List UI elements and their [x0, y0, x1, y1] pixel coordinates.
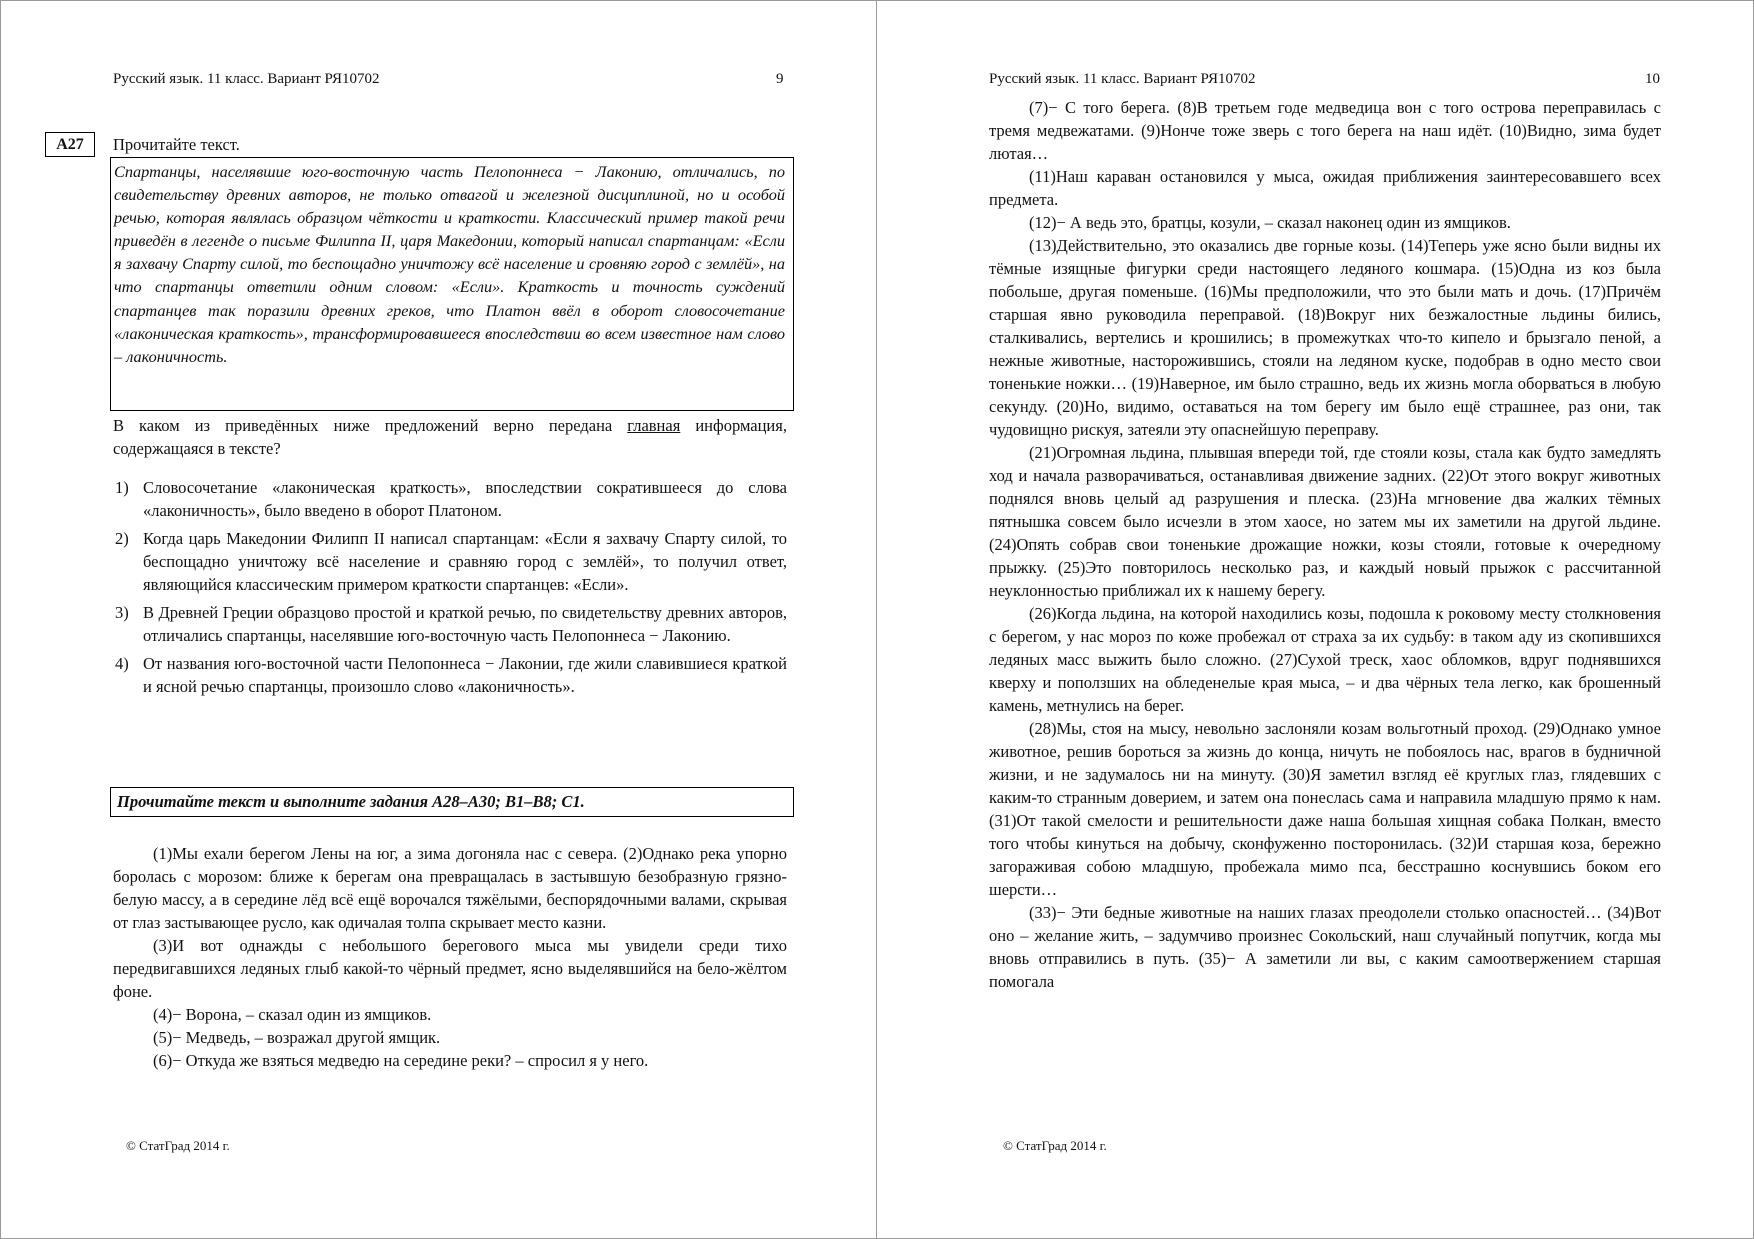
footer-copyright: © СтатГрад 2014 г.: [1003, 1138, 1107, 1153]
question-after: информация, содержащаяся в тексте?: [113, 416, 787, 458]
passage-left: [113, 842, 787, 1072]
paragraph: (1)Мы ехали берегом Лены на юг, а зима догоняла нас с севера. (2)Однако река упорно боролась с морозом: ближе к берегам она превращалась в застывшую безобразную грязно-белую массу, а в середине лёд всё ещё ворочался тяжёлыми, беспорядочными валами, скрывая от глаз застывающее русло, как одичалая толпа скрывает место казни.: [113, 844, 787, 932]
left-page: [0, 0, 876, 1239]
paragraph: (33)− Эти бедные животные на наших глазах преодолели столько опасностей… (34)Вот оно – желание жить, – задумчиво произнес Сокольский, наш случайный попутчик, когда мы вновь отправились в путь. (35)− А заметили ли вы, с каким самоотвержением старшая помогала: [989, 903, 1661, 991]
option-number: 2): [115, 529, 129, 548]
dialog-line: (5)− Медведь, – возражал другой ямщик.: [153, 1028, 441, 1047]
paragraph: (11)Наш караван остановился у мыса, ожидая приближения заинтересовавшего всех предмета.: [989, 167, 1661, 209]
question: [113, 414, 787, 460]
question-before: В каком из приведённых ниже предложений верно передана: [113, 416, 628, 435]
answer-option: [113, 527, 787, 596]
running-head: Русский язык. 11 класс. Вариант РЯ10702: [989, 71, 1256, 87]
task-label: А27: [45, 132, 95, 157]
paragraph: (26)Когда льдина, на которой находились козы, подошла к роковому месту столкновения с берегом, у нас мороз по коже пробежал от страха за их судьбу: в таком аду из скопившихся ледяных масс выжить было сложно. (27)Сухой треск, хаос обломков, вдруг поднявшихся кверху и поползших на обледенелые края мыса, – и два чёрных тела легко, как брошенный камень, метнулись на берег.: [989, 604, 1661, 715]
quote-text: Спартанцы, населявшие юго-восточную часть Пелопоннеса − Лаконию, отличались, по свидетельству древних авторов, не только отвагой и железной дисциплиной, но и особой речью, которая являлась образцом чёткости и краткости. Классический пример такой речи приведён в легенде о письме Филиппа II, царя Македонии, который написал спартанцам: «Если я захвачу Спарту силой, то беспощадно уничтожу всё население и сровняю город с землёй», на что спартанцы ответили одним словом: «Если». Краткость и точность суждений спартанцев так поразили древних греков, что Платон ввёл в оборот словосочетание «лаконическая краткость», трансформировавшееся впоследствии во всем известное нам слово – лаконичность.: [114, 162, 785, 366]
answer-options: [113, 476, 787, 703]
option-text: Словосочетание «лаконическая краткость», впоследствии сократившееся до слова «лаконичность», было введено в оборот Платоном.: [143, 478, 787, 520]
question-underlined: главная: [627, 416, 681, 435]
passage-right: [989, 96, 1661, 993]
running-head: Русский язык. 11 класс. Вариант РЯ10702: [113, 71, 380, 87]
quote-box: [110, 157, 794, 411]
instruction-box: [110, 787, 794, 817]
footer-copyright: © СтатГрад 2014 г.: [126, 1138, 230, 1153]
dialog-line: (6)− Откуда же взяться медведю на середине реки? – спросил я у него.: [153, 1051, 649, 1070]
option-number: 4): [115, 654, 129, 673]
option-number: 1): [115, 478, 129, 497]
answer-option: [113, 476, 787, 522]
right-page: [877, 0, 1754, 1239]
option-number: 3): [115, 603, 129, 622]
answer-option: [113, 652, 787, 698]
paragraph: (12)− А ведь это, братцы, козули, – сказал наконец один из ямщиков.: [1029, 213, 1511, 232]
paragraph: (7)− С того берега. (8)В третьем годе медведица вон с того острова переправилась с тремя медвежатами. (9)Нонче тоже зверь с того берега на наш идёт. (10)Видно, зима будет лютая…: [989, 98, 1661, 163]
option-text: Когда царь Македонии Филипп II написал спартанцам: «Если я захвачу Спарту силой, то беспощадно уничтожу всё население и сравняю город с землёй», то получил ответ, являющийся классическим примером краткости спартанцев: «Если».: [143, 529, 787, 594]
paragraph: (3)И вот однажды с небольшого берегового мыса мы увидели среди тихо передвигавшихся ледяных глыб какой-то чёрный предмет, ясно выделявшийся на бело-жёлтом фоне.: [113, 936, 787, 1001]
dialog-line: (4)− Ворона, – сказал один из ямщиков.: [153, 1005, 432, 1024]
paragraph: (21)Огромная льдина, плывшая впереди той, где стояли козы, стала как будто замедлять ход и начала разворачиваться, останавливая движение задних. (22)От этого вокруг животных поднялся вновь целый ад разрушения и плеска. (23)На мгновение два жалких тёмных пятнышка совсем было исчезли в этом хаосе, но затем мы их заметили на другой льдине. (24)Опять собрав свои тоненькие дрожащие ножки, козы стояли, готовые к очередному прыжку. (25)Это повторилось несколько раз, и каждый новый прыжок с рассчитанной неуклонностью приближал их к нашему берегу.: [989, 443, 1661, 600]
instruction-text: Прочитайте текст и выполните задания А28–А30; В1–В8; С1.: [117, 792, 585, 811]
answer-option: [113, 601, 787, 647]
option-text: В Древней Греции образцово простой и краткой речью, по свидетельству древних авторов, отличались спартанцы, населявшие юго-восточную часть Пелопоннеса − Лаконию.: [143, 603, 787, 645]
task-intro: Прочитайте текст.: [113, 135, 240, 154]
paragraph: (28)Мы, стоя на мысу, невольно заслоняли козам вольготный проход. (29)Однако умное животное, решив бороться за жизнь до конца, ничуть не побоялось нас, врагов в будничной жизни, и не задумалось ни на минуту. (30)Я заметил взгляд её круглых глаз, глядевших с каким-то странным доверием, и затем она понеслась сама и направила младшую прямо к нам. (31)От такой смелости и решительности даже наша большая хищная собака Полкан, вместо того чтобы кинуться на добычу, сконфуженно посторонилась. (32)И старшая коза, бережно загораживая собою младшую, пробежала мимо пса, бесстрашно коснувшись боком его шерсти…: [989, 719, 1661, 899]
option-text: От названия юго-восточной части Пелопоннеса − Лаконии, где жили славившиеся краткой и ясной речью спартанцы, произошло слово «лаконичность».: [143, 654, 787, 696]
paragraph: (13)Действительно, это оказались две горные козы. (14)Теперь уже ясно были видны их тёмные изящные фигурки среди настоящего ледяного кошмара. (15)Одна из коз была побольше, другая поменьше. (16)Мы предположили, что это были мать и дочь. (17)Причём старшая явно руководила переправой. (18)Вокруг них безжалостные льдины бились, сталкивались, вертелись и крошились; в промежутках что-то кипело и брызгало пеной, а нежные животные, насторожившись, стояли на ледяном куске, подобрав в одно место свои тоненькие ножки… (19)Наверное, им было страшно, ведь их жизнь могла оборваться в любую секунду. (20)Но, видимо, оставаться на том берегу им было ещё страшнее, раз они, так чудовищно рискуя, затеяли эту опаснейшую переправу.: [989, 236, 1661, 439]
page-number: 9: [776, 71, 784, 87]
page-number: 10: [1645, 71, 1660, 87]
